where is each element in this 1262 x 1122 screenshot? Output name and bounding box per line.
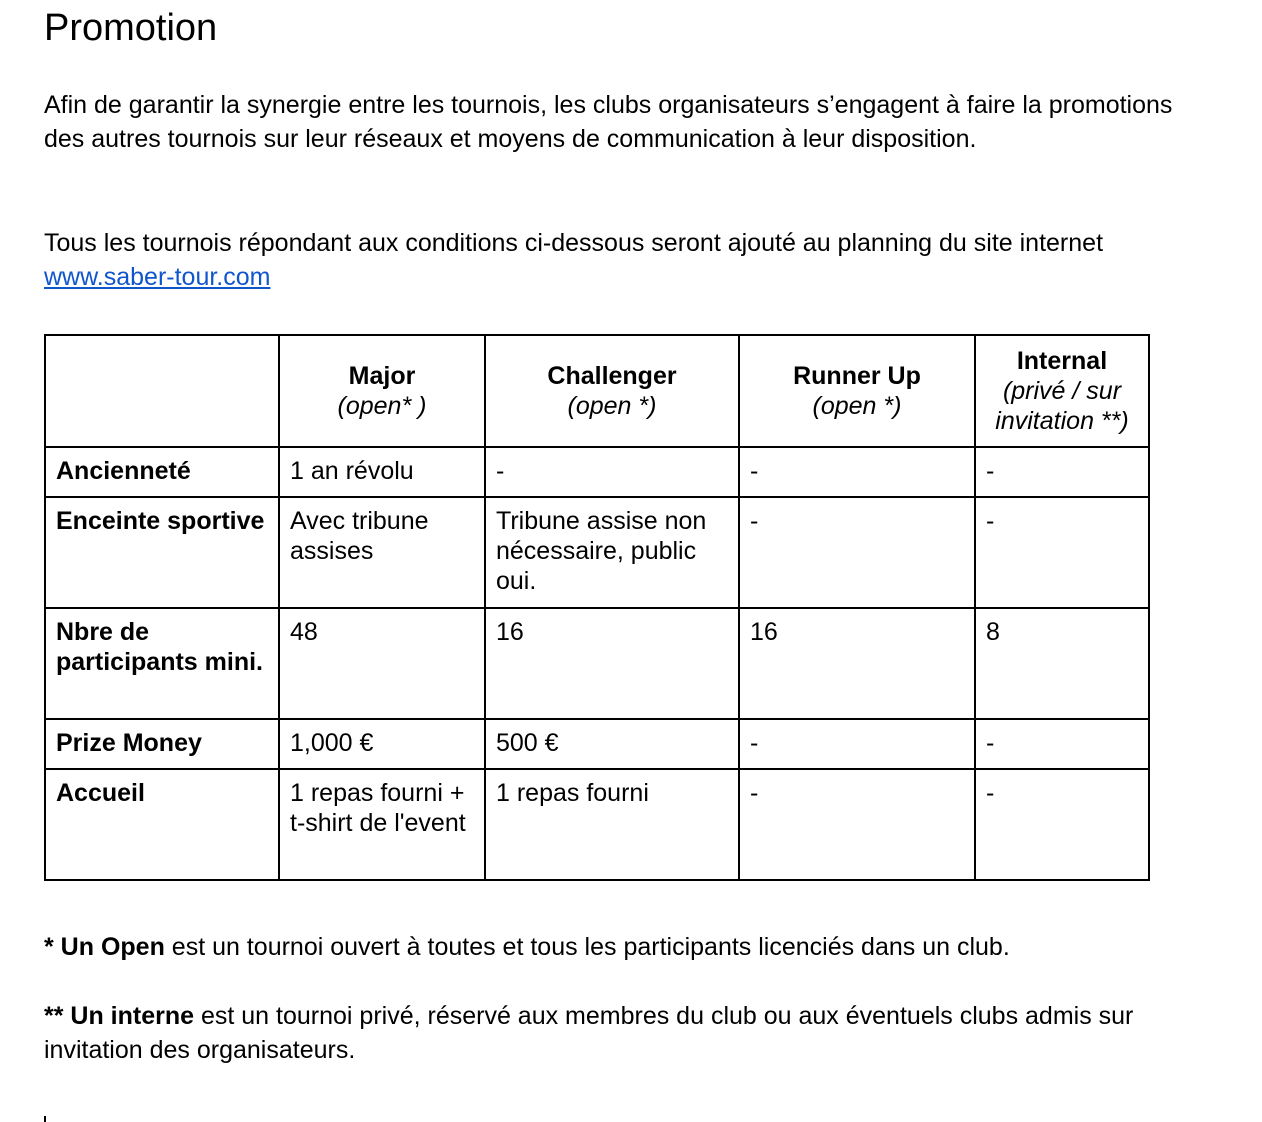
planning-paragraph xyxy=(44,226,1194,294)
table-cell: 16 xyxy=(485,608,739,719)
table-row xyxy=(45,447,1149,497)
open-footnote xyxy=(44,930,1194,964)
text-cursor xyxy=(44,1116,46,1122)
saber-tour-link[interactable]: www.saber-tour.com xyxy=(44,263,271,291)
table-cell: - xyxy=(739,497,975,608)
row-label: Ancienneté xyxy=(45,447,279,497)
open-footnote-bold: * Un Open xyxy=(44,933,165,961)
table-cell: - xyxy=(739,769,975,880)
open-footnote-text: est un tournoi ouvert à toutes et tous les participants licenciés dans un club. xyxy=(164,933,1010,961)
intro-paragraph: Afin de garantir la synergie entre les tournois, les clubs organisateurs s’engagent à faire la promotions des autres tournois sur leur réseaux et moyens de communication à leur disposition. xyxy=(44,91,1173,153)
header-subtitle: (open *) xyxy=(567,392,657,420)
header-runner-up xyxy=(739,335,975,447)
planning-text: Tous les tournois répondant aux conditions ci-dessous seront ajouté au planning du site internet xyxy=(44,229,1104,257)
table-cell: - xyxy=(975,769,1149,880)
table-cell: 8 xyxy=(975,608,1149,719)
header-title: Runner Up xyxy=(793,362,921,390)
row-label: Accueil xyxy=(45,769,279,880)
table-cell: 500 € xyxy=(485,719,739,769)
tournament-conditions-table xyxy=(44,334,1150,881)
internal-footnote-text: est un tournoi privé, réservé aux membres du club ou aux éventuels clubs admis sur invitation des organisateurs. xyxy=(44,1002,1134,1064)
internal-footnote xyxy=(44,999,1194,1067)
table-cell: - xyxy=(739,447,975,497)
header-subtitle: (open* ) xyxy=(337,392,427,420)
header-title: Internal xyxy=(1016,347,1108,375)
header-subtitle: (privé / sur invitation **) xyxy=(995,377,1129,435)
header-major xyxy=(279,335,485,447)
table-cell: - xyxy=(975,447,1149,497)
table-cell: 1 repas fourni + t-shirt de l'event xyxy=(279,769,485,880)
table-cell: - xyxy=(739,719,975,769)
table-cell: 1,000 € xyxy=(279,719,485,769)
header-title: Challenger xyxy=(547,362,677,390)
table-cell: Avec tribune assises xyxy=(279,497,485,608)
page-title: Promotion xyxy=(44,7,218,49)
header-challenger xyxy=(485,335,739,447)
table-header-row xyxy=(45,335,1149,447)
table-cell: 1 an révolu xyxy=(279,447,485,497)
header-internal xyxy=(975,335,1149,447)
table-row xyxy=(45,769,1149,880)
table-row xyxy=(45,719,1149,769)
table-row xyxy=(45,497,1149,608)
table-row xyxy=(45,608,1149,719)
table-cell: 16 xyxy=(739,608,975,719)
table-cell: - xyxy=(975,719,1149,769)
header-empty-cell xyxy=(45,335,279,447)
table-cell: 48 xyxy=(279,608,485,719)
header-title: Major xyxy=(348,362,416,390)
internal-footnote-bold: ** Un interne xyxy=(44,1002,195,1030)
row-label: Enceinte sportive xyxy=(45,497,279,608)
table-cell: Tribune assise non nécessaire, public oui. xyxy=(485,497,739,608)
table-cell: - xyxy=(485,447,739,497)
table-cell: - xyxy=(975,497,1149,608)
row-label: Nbre de participants mini. xyxy=(45,608,279,719)
header-subtitle: (open *) xyxy=(812,392,902,420)
row-label: Prize Money xyxy=(45,719,279,769)
table-cell: 1 repas fourni xyxy=(485,769,739,880)
